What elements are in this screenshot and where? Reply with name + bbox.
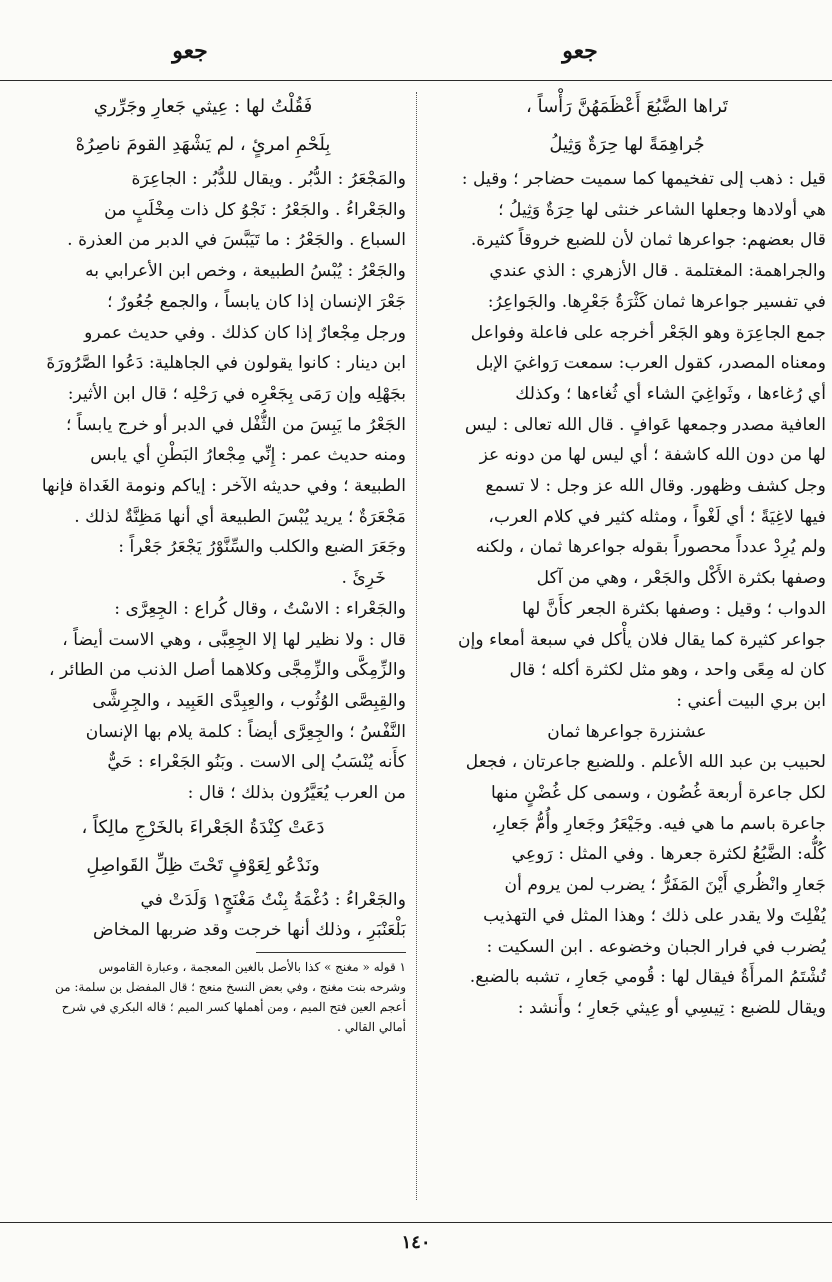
text-line: الدواب ؛ وقيل : وصفها بكثرة الجعر كأَنَّ لها bbox=[522, 598, 826, 619]
header-rule bbox=[0, 80, 832, 81]
text-line: جاعرة باسم ما هي فيه. وجَيْعَرُ وجَعارِ وأُمُّ جَعارِ، bbox=[491, 813, 826, 834]
text-line: جَعْرَ الإنسان إذا كان يابساً ، والجمع جُعُورٌ ؛ bbox=[107, 291, 406, 312]
footnote-line: وشرحه بنت مغنج ، وفي بعض النسخ منعج ؛ قال المفضل بن سلمة: من bbox=[54, 980, 406, 995]
text-line: كأَنه يُنْسَبُ إلى الاست . وبَنُو الجَعْراء : حَيٌّ bbox=[107, 752, 406, 773]
text-line: والجراهمة: المغتلمة . قال الأزهري : الذي عندي bbox=[489, 261, 826, 282]
verse-line: فَقُلْتُ لها : عِيثي جَعارِ وجَرِّري bbox=[93, 96, 313, 117]
text-line: والمَجْعَرُ : الدُّبُر . ويقال للدُّبُر : الجاعِرَة bbox=[131, 169, 406, 189]
footnote-line: أعجم العين فتح الميم ، ومن أهملها كسر الميم ؛ قاله البكري في شرح bbox=[61, 1000, 406, 1015]
text-line: لكل جاعرة أربعة غُضُون ، وسمى كل غُضْنٍ منها bbox=[490, 783, 826, 804]
text-line: والجَعْراءُ . والجَعْرُ : نَجْوُ كل ذات مِخْلَبٍ من bbox=[104, 199, 406, 220]
running-header-left: جعو bbox=[172, 38, 208, 64]
text-line: والجَعْراء : الاسْتُ ، وقال كُراع : الجِعِرَّى : bbox=[114, 598, 406, 619]
text-line: قال بعضهم: جواعرها ثمان لأن للضبع خروقاً كثيرة. bbox=[470, 230, 826, 251]
verse-line: جُراهِمَةً لها حِرَةٌ وَثِيلُ bbox=[549, 134, 705, 155]
text-line: لها من دون الله كاشفة ؛ أي ليس لها من دونه عز bbox=[479, 445, 826, 466]
verse-line: دَعَتْ كِنْدَةُ الجَعْراءَ بالخَرْجِ مالِكاً ، bbox=[81, 816, 325, 838]
text-line: بجَهْلِه وإن رَمَى بِجَعْرِه في رَحْلِه ؛ قال ابن الأثير: bbox=[67, 383, 406, 404]
text-line: قال : ولا نظير لها إلا الجِعِبَّى ، وهي الاست أيضاً ، bbox=[62, 629, 406, 650]
text-line: كُلُّه: الضَّبُعُ لكثرة جعرها . وفي المثل : رَوعِي bbox=[511, 844, 826, 865]
text-line: جواعر كثيرة كما يقال فلان يأْكل في سبعة أمعاء وإن bbox=[457, 629, 826, 650]
text-line: ابن دينار : كانوا يقولون في الجاهلية: دَعُوا الصَّرُورَةَ bbox=[46, 353, 406, 374]
left-column-text bbox=[0, 885, 406, 946]
text-line: خَرِئَ . bbox=[341, 568, 386, 589]
text-line: والقِبِصَّى الوُثُوب ، والعِبِدَّى العَبِيد ، والجِرِشَّى bbox=[92, 690, 406, 711]
left-column-text bbox=[0, 164, 406, 809]
verse-line: بِلَحْمِ امرئٍ ، لم يَشْهَدِ القومَ ناصِرُهْ bbox=[75, 134, 331, 155]
text-line: ومنه حديث عمر : إِنِّي مِجْعارُ البَطْنِ أي يابس bbox=[90, 445, 406, 466]
footnote bbox=[0, 957, 406, 1037]
text-line: ولم يُرِدْ عدداً محصوراً بقوله جواعرها ثمان ، ولكنه bbox=[475, 537, 826, 558]
column-divider bbox=[416, 92, 417, 1200]
text-line: العافية مصدر وجمعها عَوافٍ . قال الله تعالى : ليس bbox=[464, 414, 826, 435]
text-line: وصفها بكثرة الأَكْل والجَعْر ، وهي من آكل bbox=[536, 568, 826, 589]
footer-rule bbox=[0, 1222, 832, 1223]
text-line: كان له مِعًى واحد ، وهو مثل لكثرة أكله ؛ قال bbox=[509, 660, 826, 681]
text-line: في تفسير جواعرها ثمان كَثْرَةُ جَعْرِها. والجَواعِرُ: bbox=[487, 291, 826, 312]
text-line: الطبيعة ؛ وفي حديثه الآخر : إياكم ونومة الغَداة فإنها bbox=[41, 476, 406, 497]
text-line: قيل : ذهب إلى تفخيمها كما سميت حضاجر ؛ وقيل : bbox=[461, 169, 826, 189]
right-column-text bbox=[428, 164, 826, 1024]
text-line: لحبيب بن عبد الله الأعلم . وللضبع جاعرتان ، فجعل bbox=[465, 752, 826, 773]
text-line: والجَعْراءُ : دُغْمَةُ بِنْتُ مَغْنَجٍ١ وَلَدَتْ في bbox=[140, 889, 406, 910]
text-line: جَعارِ وانْظُري أَيْنَ المَفَرُّ ؛ يضرب لمن يروم أن bbox=[504, 875, 826, 896]
text-line: يُضرب في فرار الجبان وخضوعه . ابن السكيت : bbox=[486, 936, 826, 957]
text-line: جمع الجاعِرَة وهو الجَعْر أخرجه على فاعلة وفواعل bbox=[470, 322, 826, 343]
verse-line: تَراها الضَّبُعَ أَعْظَمَهُنَّ رَأْساً ، bbox=[526, 96, 728, 117]
right-column bbox=[428, 88, 826, 1213]
text-line: من العرب يُعَيَّرُون بذلك ؛ قال : bbox=[187, 783, 406, 804]
text-line: والزِّمِكَّى والزِّمِجَّى وكلاهما أصل الذنب من الطائر ، bbox=[49, 660, 406, 681]
text-line: وجل كشف وظهور. وقال الله عز وجل : لا تسمع bbox=[485, 476, 826, 497]
text-line: فيها لاغِيَةً ؛ أي لَغْواً ، ومثله كثير في كلام العرب، bbox=[488, 506, 826, 527]
text-line: النَّفْسُ ؛ والجِعِرَّى أيضاً : كلمة يلام بها الإنسان bbox=[85, 721, 406, 742]
verse-line: ونَدْعُو لِعَوْفٍ تَحْتَ ظِلِّ القَواصِلِ bbox=[86, 854, 320, 876]
text-line: والجَعْرُ : يُبْسُ الطبيعة ، وخص ابن الأعرابي به bbox=[85, 261, 406, 282]
running-header-right: جعو bbox=[562, 38, 598, 64]
text-line: السباع . والجَعْرُ : ما تَيَبَّسَ في الدبر من العذرة . bbox=[67, 230, 406, 251]
left-column bbox=[0, 88, 406, 1213]
text-line: ومعناه المصدر، كقول العرب: سمعت رَواغيَ الإبل bbox=[475, 353, 826, 374]
text-line: الجَعْرُ ما يَبِسَ من الثُّفْل في الدبر أو خرج يابساً ؛ bbox=[66, 414, 406, 435]
text-line: ورجل مِجْعارٌ إذا كان كذلك . وفي حديث عمرو bbox=[84, 322, 406, 343]
text-line: ويقال للضبع : تِيسِي أو عِيثي جَعارِ ؛ وأَنشد : bbox=[517, 997, 826, 1018]
text-line: أي رُغاءها ، وثَواغِيَ الشاء أي ثُغاءها ؛ وكذلك bbox=[515, 383, 826, 404]
page-number: ١٤٠ bbox=[401, 1232, 431, 1253]
text-line: تُشْتَمُ المرأَةُ فيقال لها : قُومي جَعارِ ، تشبه بالضبع. bbox=[469, 967, 826, 988]
text-line: ابن بري البيت أعني : bbox=[676, 690, 826, 711]
text-line: مَجْعَرَةٌ ؛ يريد يُبْسَ الطبيعة أي أنها مَظِنَّةٌ لذلك . bbox=[74, 506, 406, 527]
footnote-line: أمالي القالي . bbox=[337, 1020, 406, 1035]
text-line: بَلْعَنْبَرِ ، وذلك أنها خرجت وقد ضربها المخاض bbox=[92, 920, 406, 941]
text-line: عشنزرة جواعرها ثمان bbox=[547, 721, 707, 742]
text-line: يُفْلِتَ ولا يقدر على ذلك ؛ وهذا المثل في التهذيب bbox=[483, 905, 826, 926]
text-line: هي أولادها وجعلها الشاعر خنثى لها حِرَةٌ وَثِيلُ ؛ bbox=[498, 199, 826, 220]
footnote-line: ١ قوله « مغنج » كذا بالأصل بالغين المعجمة ، وعبارة القاموس bbox=[98, 960, 406, 975]
text-line: وجَعَرَ الضبع والكلب والسِّنَّوْرُ يَجْعَرُ جَعْراً : bbox=[118, 537, 406, 558]
footnote-rule bbox=[256, 952, 406, 953]
